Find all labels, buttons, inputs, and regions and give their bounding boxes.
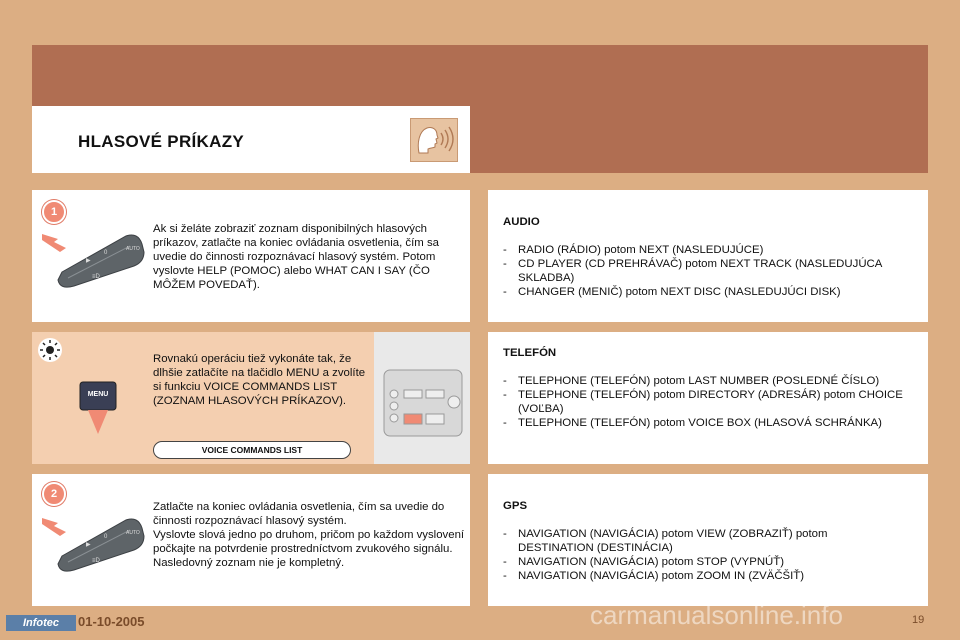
gps-title: GPS — [503, 500, 528, 512]
light-stalk-illustration-1 — [40, 222, 148, 294]
step-2-line: Nasledovný zoznam nie je kompletný. — [153, 557, 345, 569]
audio-title: AUDIO — [503, 216, 540, 228]
page-number: 19 — [912, 614, 925, 626]
tip-text: Rovnakú operáciu tiež vykonáte tak, že dlhšie zatlačíte na tlačidlo MENU a zvolíte si funkciu VOICE COMMANDS LIST (ZOZNAM HLASOVÝCH PRÍKAZOV). — [153, 353, 366, 407]
footer-date: 01-10-2005 — [78, 614, 145, 629]
svg-text:0: 0 — [104, 250, 108, 256]
step-2-text — [153, 500, 465, 570]
step-2-badge: 2 — [42, 482, 66, 506]
list-item: - RADIO (RÁDIO) potom NEXT (NASLEDUJÚCE) — [503, 243, 913, 257]
list-item: - CHANGER (MENIČ) potom NEXT DISC (NASLEDUJÚCI DISK) — [503, 285, 913, 299]
list-item: - TELEPHONE (TELEFÓN) potom DIRECTORY (ADRESÁR) potom CHOICE (VOĽBA) — [503, 388, 903, 416]
phone-title: TELEFÓN — [503, 347, 557, 359]
menu-button-label: MENU — [87, 391, 109, 398]
svg-text:AUTO: AUTO — [126, 530, 140, 536]
svg-text:▶: ▶ — [86, 258, 91, 264]
svg-text:AUTO: AUTO — [126, 246, 140, 252]
gps-list — [503, 527, 903, 583]
radio-unit-icon — [374, 332, 470, 464]
audio-list — [503, 243, 913, 299]
phone-list — [503, 374, 903, 430]
step-2-line: Zatlačte na koniec ovládania osvetlenia, čím sa uvedie do činnosti rozpoznávací hlasový systém. — [153, 501, 445, 527]
list-item: - TELEPHONE (TELEFÓN) potom LAST NUMBER (POSLEDNÉ ČÍSLO) — [503, 374, 903, 388]
step-1-text: Ak si želáte zobraziť zoznam disponibilných hlasových príkazov, zatlačte na koniec ovládania osvetlenia, čím sa uvedie do činnosti rozpoznávací hlasový systém. Potom vyslovte HELP (POMOC) alebo WHAT CAN I SAY (ČO MÔŽEM POVEDAŤ). — [153, 223, 439, 291]
voice-commands-list-pill: VOICE COMMANDS LIST — [153, 441, 351, 459]
list-item: - TELEPHONE (TELEFÓN) potom VOICE BOX (HLASOVÁ SCHRÁNKA) — [503, 416, 903, 430]
list-item: - NAVIGATION (NAVIGÁCIA) potom STOP (VYPNÚŤ) — [503, 555, 903, 569]
infotec-logo: Infotec — [6, 615, 76, 631]
list-item: - NAVIGATION (NAVIGÁCIA) potom ZOOM IN (ZVÄČŠIŤ) — [503, 569, 903, 583]
list-item: - NAVIGATION (NAVIGÁCIA) potom VIEW (ZOBRAZIŤ) potom DESTINATION (DESTINÁCIA) — [503, 527, 903, 555]
step-1-badge: 1 — [42, 200, 66, 224]
svg-text:≡D: ≡D — [92, 558, 100, 564]
menu-button-illustration — [78, 380, 118, 436]
list-item: - CD PLAYER (CD PREHRÁVAČ) potom NEXT TRACK (NASLEDUJÚCA SKLADBA) — [503, 257, 913, 285]
svg-text:≡D: ≡D — [92, 274, 100, 280]
voice-command-icon — [410, 118, 458, 162]
tip-sun-icon — [38, 338, 62, 362]
step-2-line: Vyslovte slová jedno po druhom, pričom po každom vyslovení počkajte na potvrdenie prostredníctvom zvukového signálu. — [153, 529, 465, 555]
light-stalk-illustration-2 — [40, 506, 148, 578]
page-title: HLASOVÉ PRÍKAZY — [78, 132, 245, 151]
watermark: carmanualsonline.info — [590, 600, 843, 630]
svg-text:▶: ▶ — [86, 542, 91, 548]
radio-illustration-panel — [374, 332, 470, 464]
svg-text:0: 0 — [104, 534, 108, 540]
